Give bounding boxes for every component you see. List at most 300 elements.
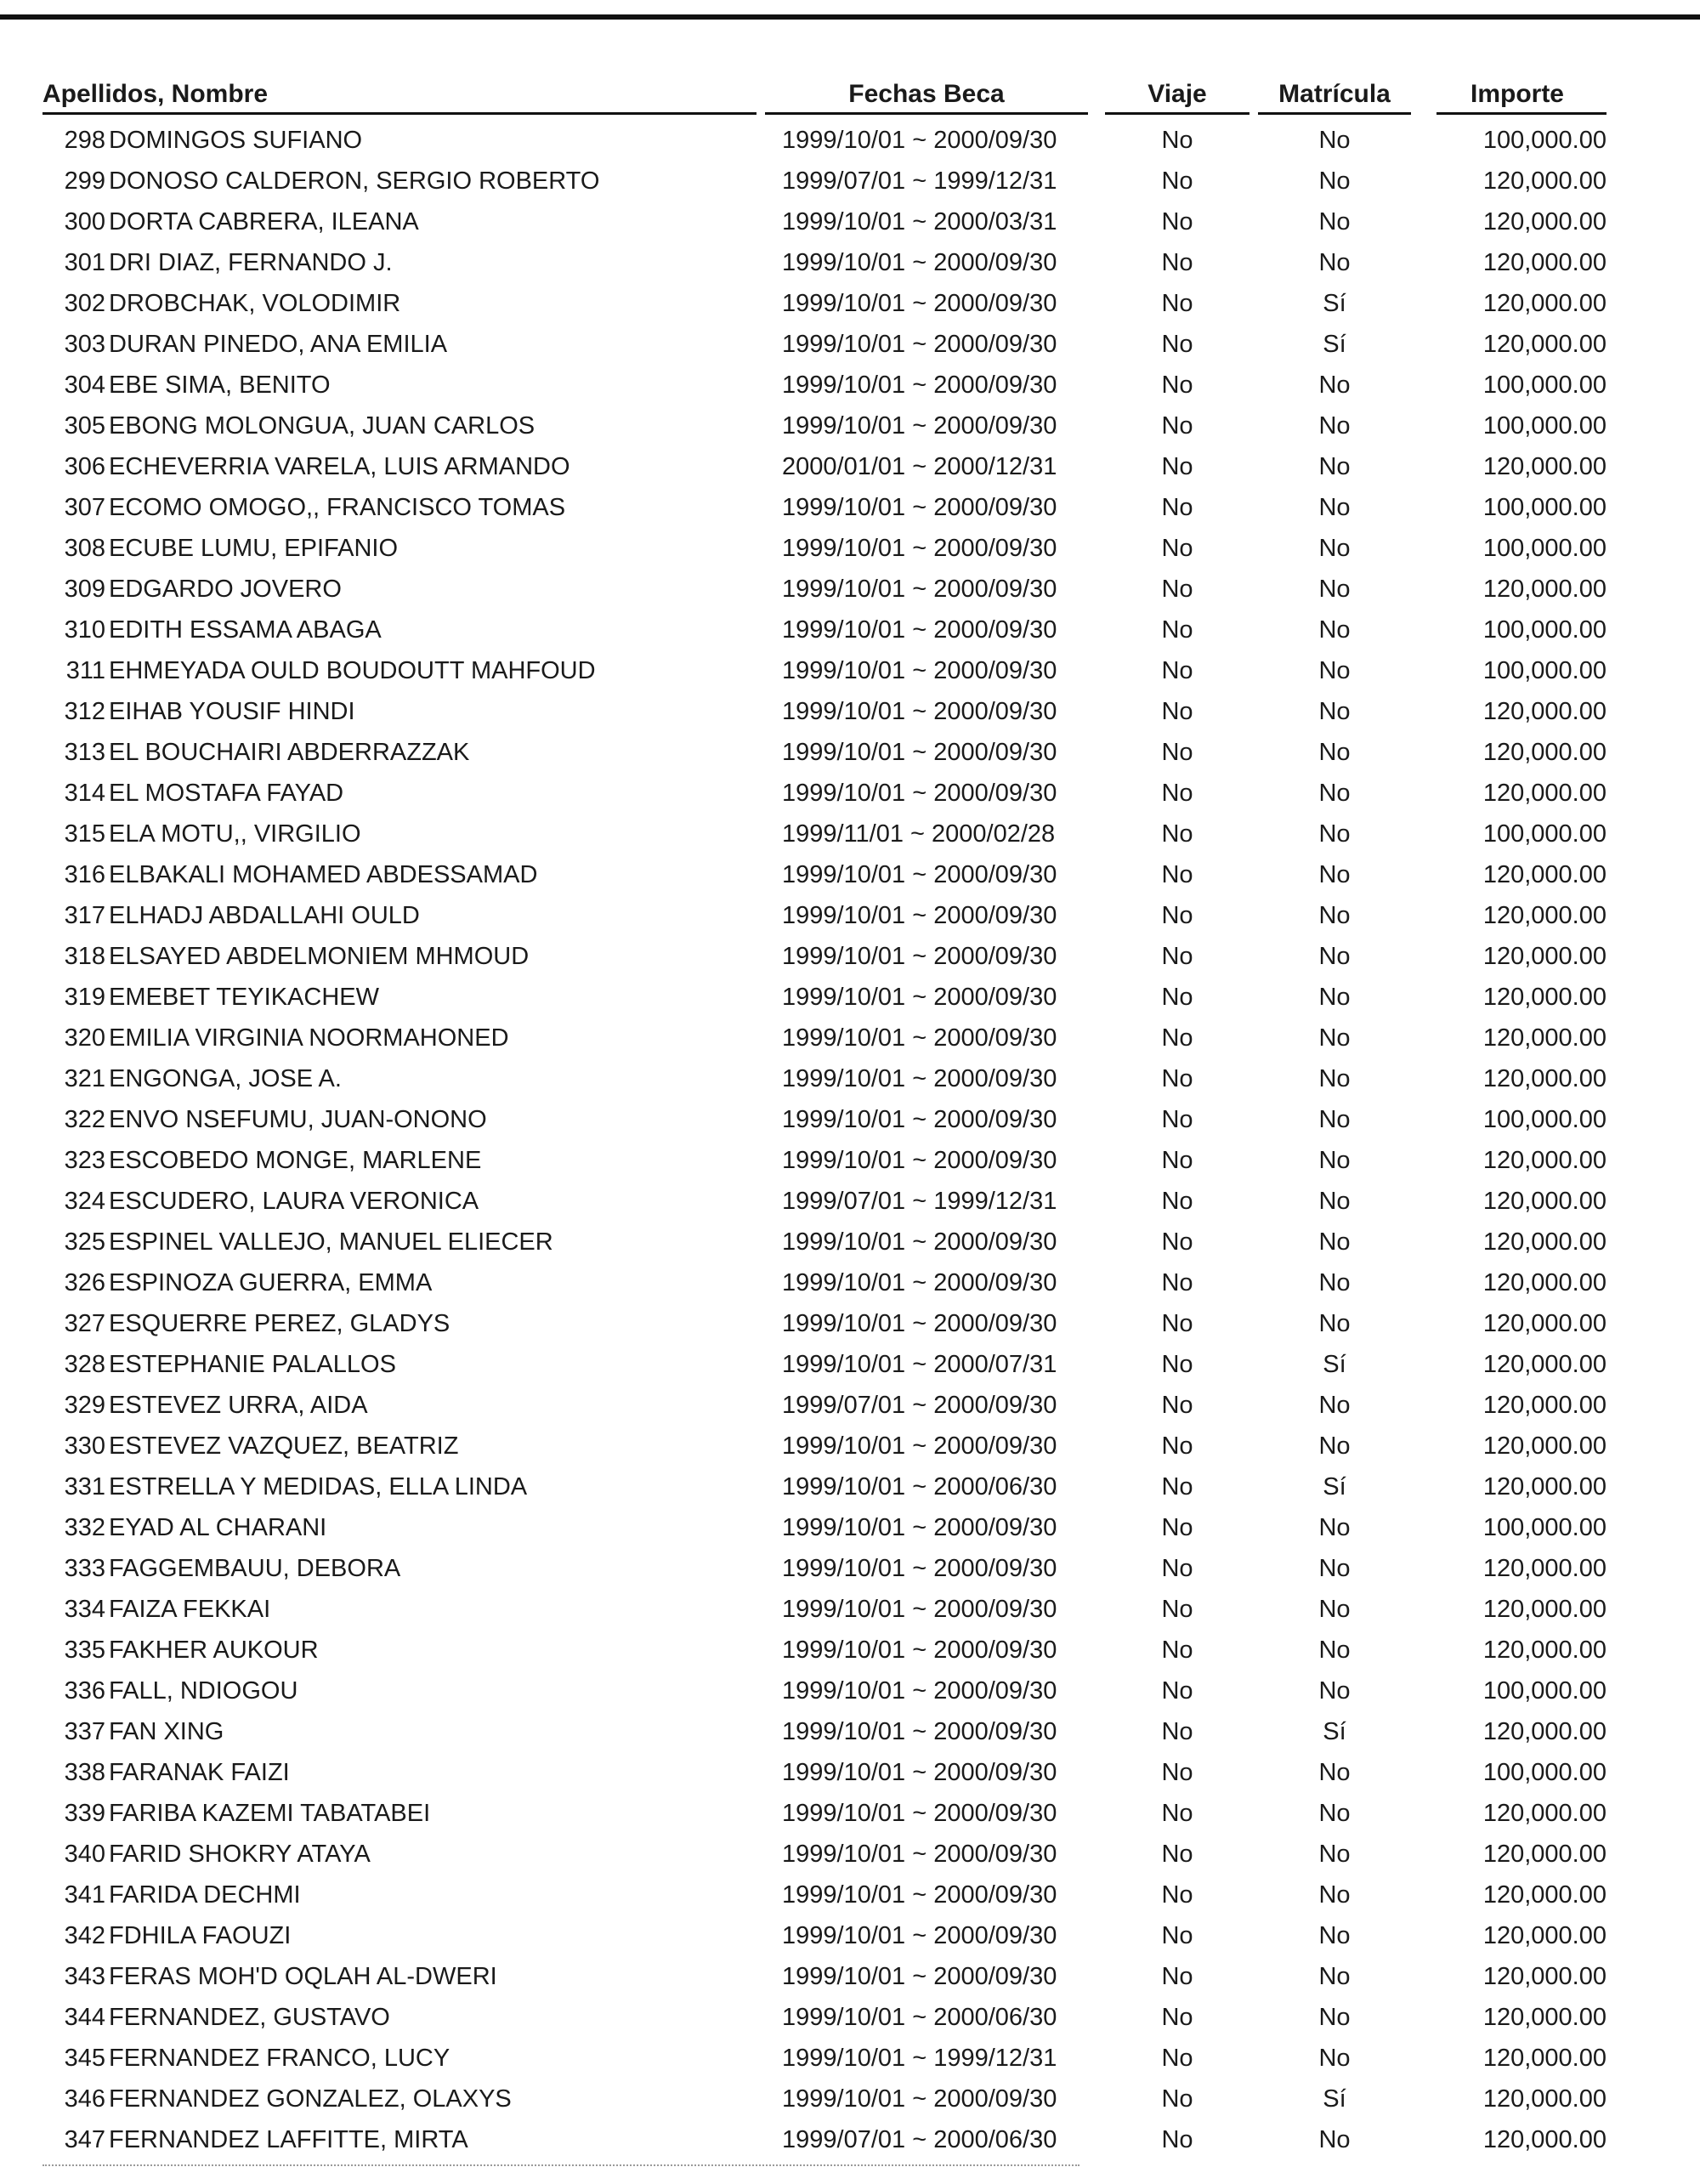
row-number: 309 <box>64 576 105 603</box>
table-row <box>0 250 1700 291</box>
row-importe: 120,000.00 <box>1482 1555 1606 1582</box>
table-row <box>0 1066 1700 1107</box>
table-row <box>0 658 1700 699</box>
row-importe: 120,000.00 <box>1482 2085 1606 2113</box>
row-name: FAN XING <box>109 1718 224 1745</box>
row-fechas: 1999/10/01 ~ 2000/09/30 <box>782 1596 1057 1623</box>
row-matricula: No <box>1318 535 1351 562</box>
row-fechas: 1999/07/01 ~ 2000/09/30 <box>782 1392 1057 1419</box>
row-importe: 120,000.00 <box>1482 1147 1606 1174</box>
row-matricula: No <box>1318 1922 1351 1949</box>
row-importe: 100,000.00 <box>1482 412 1606 440</box>
row-fechas: 1999/10/01 ~ 2000/09/30 <box>782 1637 1057 1664</box>
table-row <box>0 495 1700 536</box>
row-name: ESCOBEDO MONGE, MARLENE <box>109 1147 482 1174</box>
row-importe: 120,000.00 <box>1482 1432 1606 1460</box>
row-fechas: 1999/10/01 ~ 2000/09/30 <box>782 1800 1057 1827</box>
row-number: 326 <box>64 1269 105 1296</box>
row-matricula: No <box>1318 249 1351 276</box>
row-number: 302 <box>64 290 105 317</box>
row-name: FARIBA KAZEMI TABATABEI <box>109 1800 431 1827</box>
row-fechas: 1999/10/01 ~ 1999/12/31 <box>782 2045 1057 2072</box>
row-fechas: 1999/10/01 ~ 2000/09/30 <box>782 1514 1057 1541</box>
table-row <box>0 168 1700 209</box>
row-matricula: No <box>1318 1555 1351 1582</box>
row-importe: 100,000.00 <box>1482 127 1606 154</box>
table-row <box>0 1923 1700 1964</box>
row-name: DONOSO CALDERON, SERGIO ROBERTO <box>109 167 600 195</box>
row-number: 336 <box>64 1677 105 1705</box>
row-number: 301 <box>64 249 105 276</box>
row-name: ECUBE LUMU, EPIFANIO <box>109 535 399 562</box>
row-importe: 120,000.00 <box>1482 1596 1606 1623</box>
row-name: ESTEPHANIE PALALLOS <box>109 1351 396 1378</box>
row-fechas: 1999/10/01 ~ 2000/09/30 <box>782 331 1057 358</box>
row-name: FARANAK FAIZI <box>109 1759 290 1786</box>
table-row <box>0 780 1700 821</box>
row-name: EBE SIMA, BENITO <box>109 372 331 399</box>
row-number: 335 <box>64 1637 105 1664</box>
row-viaje: No <box>1161 739 1193 766</box>
row-name: EBONG MOLONGUA, JUAN CARLOS <box>109 412 536 440</box>
row-matricula: No <box>1318 1024 1351 1052</box>
row-matricula: No <box>1318 2004 1351 2031</box>
row-number: 337 <box>64 1718 105 1745</box>
row-matricula: No <box>1318 372 1351 399</box>
row-viaje: No <box>1161 1228 1193 1256</box>
row-number: 333 <box>64 1555 105 1582</box>
row-fechas: 1999/10/01 ~ 2000/09/30 <box>782 494 1057 521</box>
row-name: EL MOSTAFA FAYAD <box>109 780 344 807</box>
row-fechas: 1999/10/01 ~ 2000/09/30 <box>782 1841 1057 1868</box>
row-name: ELBAKALI MOHAMED ABDESSAMAD <box>109 861 538 888</box>
row-viaje: No <box>1161 331 1193 358</box>
header-importe: Importe <box>1470 80 1564 108</box>
row-viaje: No <box>1161 861 1193 888</box>
table-row <box>0 1188 1700 1229</box>
row-fechas: 1999/10/01 ~ 2000/09/30 <box>782 1677 1057 1705</box>
row-matricula: No <box>1318 1841 1351 1868</box>
row-importe: 120,000.00 <box>1482 2126 1606 2153</box>
row-fechas: 1999/10/01 ~ 2000/09/30 <box>782 535 1057 562</box>
row-name: ECOMO OMOGO,, FRANCISCO TOMAS <box>109 494 566 521</box>
row-name: DORTA CABRERA, ILEANA <box>109 208 419 235</box>
row-importe: 120,000.00 <box>1482 331 1606 358</box>
row-viaje: No <box>1161 535 1193 562</box>
row-number: 305 <box>64 412 105 440</box>
table-row <box>0 1107 1700 1148</box>
row-number: 311 <box>65 657 105 684</box>
row-viaje: No <box>1161 943 1193 970</box>
row-fechas: 1999/10/01 ~ 2000/09/30 <box>782 943 1057 970</box>
table-row <box>0 1964 1700 2005</box>
row-matricula: No <box>1318 1677 1351 1705</box>
row-matricula: No <box>1318 1269 1351 1296</box>
row-fechas: 1999/10/01 ~ 2000/09/30 <box>782 984 1057 1011</box>
row-importe: 100,000.00 <box>1482 1514 1606 1541</box>
row-name: EDGARDO JOVERO <box>109 576 342 603</box>
row-viaje: No <box>1161 167 1193 195</box>
row-importe: 120,000.00 <box>1482 2004 1606 2031</box>
row-name: ELHADJ ABDALLAHI OULD <box>109 902 420 929</box>
row-viaje: No <box>1161 412 1193 440</box>
row-importe: 120,000.00 <box>1482 1718 1606 1745</box>
row-matricula: No <box>1318 1228 1351 1256</box>
row-number: 346 <box>64 2085 105 2113</box>
row-name: ESTRELLA Y MEDIDAS, ELLA LINDA <box>109 1473 528 1500</box>
row-fechas: 1999/10/01 ~ 2000/09/30 <box>782 290 1057 317</box>
row-name: FERNANDEZ, GUSTAVO <box>109 2004 390 2031</box>
row-importe: 120,000.00 <box>1482 984 1606 1011</box>
row-importe: 120,000.00 <box>1482 290 1606 317</box>
header-rule-importe <box>1436 112 1606 115</box>
header-rule-fechas <box>765 112 1088 115</box>
row-fechas: 1999/07/01 ~ 1999/12/31 <box>782 167 1057 195</box>
row-name: FERAS MOH'D OQLAH AL-DWERI <box>109 1963 497 1990</box>
table-row <box>0 372 1700 413</box>
table-row <box>0 1148 1700 1188</box>
table-row <box>0 1025 1700 1066</box>
row-matricula: No <box>1318 2045 1351 2072</box>
row-matricula: No <box>1318 1759 1351 1786</box>
row-viaje: No <box>1161 2004 1193 2031</box>
row-matricula: No <box>1318 208 1351 235</box>
row-number: 329 <box>64 1392 105 1419</box>
row-number: 310 <box>64 616 105 644</box>
table-row <box>0 2127 1700 2168</box>
row-matricula: No <box>1318 453 1351 480</box>
row-viaje: No <box>1161 780 1193 807</box>
row-matricula: Sí <box>1323 1473 1346 1500</box>
row-number: 308 <box>64 535 105 562</box>
row-importe: 120,000.00 <box>1482 576 1606 603</box>
row-name: FARID SHOKRY ATAYA <box>109 1841 371 1868</box>
row-viaje: No <box>1161 453 1193 480</box>
row-matricula: No <box>1318 2126 1351 2153</box>
row-number: 303 <box>64 331 105 358</box>
row-number: 327 <box>64 1310 105 1337</box>
row-matricula: No <box>1318 616 1351 644</box>
row-importe: 120,000.00 <box>1482 943 1606 970</box>
table-row <box>0 536 1700 576</box>
table-row <box>0 1556 1700 1597</box>
row-viaje: No <box>1161 1392 1193 1419</box>
row-fechas: 1999/10/01 ~ 2000/09/30 <box>782 127 1057 154</box>
row-name: EDITH ESSAMA ABAGA <box>109 616 382 644</box>
row-viaje: No <box>1161 1269 1193 1296</box>
table-row <box>0 1678 1700 1719</box>
row-number: 314 <box>64 780 105 807</box>
row-name: ESPINOZA GUERRA, EMMA <box>109 1269 433 1296</box>
row-viaje: No <box>1161 2085 1193 2113</box>
table-row <box>0 903 1700 944</box>
row-viaje: No <box>1161 1596 1193 1623</box>
row-importe: 120,000.00 <box>1482 739 1606 766</box>
row-number: 345 <box>64 2045 105 2072</box>
row-importe: 120,000.00 <box>1482 1881 1606 1909</box>
row-importe: 100,000.00 <box>1482 1759 1606 1786</box>
row-fechas: 1999/10/01 ~ 2000/09/30 <box>782 1147 1057 1174</box>
row-name: ELA MOTU,, VIRGILIO <box>109 820 361 848</box>
row-matricula: No <box>1318 1596 1351 1623</box>
row-name: FERNANDEZ FRANCO, LUCY <box>109 2045 450 2072</box>
row-viaje: No <box>1161 1106 1193 1133</box>
row-fechas: 1999/10/01 ~ 2000/09/30 <box>782 1922 1057 1949</box>
row-matricula: No <box>1318 412 1351 440</box>
row-number: 300 <box>64 208 105 235</box>
row-name: FARIDA DECHMI <box>109 1881 301 1909</box>
row-viaje: No <box>1161 249 1193 276</box>
row-viaje: No <box>1161 2126 1193 2153</box>
row-number: 338 <box>64 1759 105 1786</box>
row-matricula: No <box>1318 1065 1351 1092</box>
table-row <box>0 1801 1700 1841</box>
row-matricula: Sí <box>1323 1718 1346 1745</box>
row-name: EIHAB YOUSIF HINDI <box>109 698 355 725</box>
row-fechas: 1999/10/01 ~ 2000/09/30 <box>782 1963 1057 1990</box>
row-viaje: No <box>1161 1065 1193 1092</box>
row-importe: 120,000.00 <box>1482 167 1606 195</box>
row-number: 313 <box>64 739 105 766</box>
row-fechas: 1999/10/01 ~ 2000/09/30 <box>782 372 1057 399</box>
row-matricula: No <box>1318 698 1351 725</box>
table-row <box>0 1433 1700 1474</box>
table-row <box>0 209 1700 250</box>
row-name: EMILIA VIRGINIA NOORMAHONED <box>109 1024 509 1052</box>
row-fechas: 1999/10/01 ~ 2000/09/30 <box>782 1310 1057 1337</box>
row-fechas: 1999/10/01 ~ 2000/09/30 <box>782 1228 1057 1256</box>
row-viaje: No <box>1161 1147 1193 1174</box>
row-importe: 120,000.00 <box>1482 1392 1606 1419</box>
row-importe: 120,000.00 <box>1482 861 1606 888</box>
row-importe: 120,000.00 <box>1482 1922 1606 1949</box>
row-name: FERNANDEZ LAFFITTE, MIRTA <box>109 2126 468 2153</box>
table-row <box>0 413 1700 454</box>
table-row <box>0 1515 1700 1556</box>
row-number: 328 <box>64 1351 105 1378</box>
row-fechas: 1999/10/01 ~ 2000/09/30 <box>782 698 1057 725</box>
row-number: 330 <box>64 1432 105 1460</box>
row-number: 306 <box>64 453 105 480</box>
row-fechas: 1999/11/01 ~ 2000/02/28 <box>782 820 1056 848</box>
row-number: 324 <box>64 1188 105 1215</box>
row-fechas: 1999/10/01 ~ 2000/09/30 <box>782 1269 1057 1296</box>
row-number: 322 <box>64 1106 105 1133</box>
row-viaje: No <box>1161 820 1193 848</box>
row-matricula: No <box>1318 494 1351 521</box>
header-rule-matricula <box>1258 112 1411 115</box>
row-name: DOMINGOS SUFIANO <box>109 127 363 154</box>
header-name: Apellidos, Nombre <box>42 80 269 108</box>
row-fechas: 1999/10/01 ~ 2000/09/30 <box>782 1024 1057 1052</box>
row-number: 325 <box>64 1228 105 1256</box>
row-importe: 120,000.00 <box>1482 1310 1606 1337</box>
row-viaje: No <box>1161 1432 1193 1460</box>
row-number: 344 <box>64 2004 105 2031</box>
table-row <box>0 1760 1700 1801</box>
row-fechas: 1999/10/01 ~ 2000/09/30 <box>782 780 1057 807</box>
table-row <box>0 2086 1700 2127</box>
row-matricula: No <box>1318 1637 1351 1664</box>
row-number: 321 <box>64 1065 105 1092</box>
row-matricula: No <box>1318 576 1351 603</box>
row-number: 342 <box>64 1922 105 1949</box>
row-importe: 120,000.00 <box>1482 1228 1606 1256</box>
row-fechas: 1999/10/01 ~ 2000/09/30 <box>782 861 1057 888</box>
row-number: 320 <box>64 1024 105 1052</box>
table-row <box>0 454 1700 495</box>
row-matricula: No <box>1318 1188 1351 1215</box>
row-number: 319 <box>64 984 105 1011</box>
row-viaje: No <box>1161 657 1193 684</box>
row-matricula: No <box>1318 1392 1351 1419</box>
row-matricula: No <box>1318 902 1351 929</box>
row-importe: 100,000.00 <box>1482 616 1606 644</box>
row-matricula: No <box>1318 167 1351 195</box>
row-viaje: No <box>1161 698 1193 725</box>
row-fechas: 2000/01/01 ~ 2000/12/31 <box>782 453 1057 480</box>
row-fechas: 1999/10/01 ~ 2000/09/30 <box>782 412 1057 440</box>
table-row <box>0 1597 1700 1637</box>
row-viaje: No <box>1161 1310 1193 1337</box>
row-number: 312 <box>64 698 105 725</box>
table-row <box>0 984 1700 1025</box>
table-row <box>0 862 1700 903</box>
row-importe: 100,000.00 <box>1482 657 1606 684</box>
row-fechas: 1999/10/01 ~ 2000/09/30 <box>782 1065 1057 1092</box>
row-viaje: No <box>1161 616 1193 644</box>
row-number: 341 <box>64 1881 105 1909</box>
row-number: 304 <box>64 372 105 399</box>
row-name: FERNANDEZ GONZALEZ, OLAXYS <box>109 2085 512 2113</box>
row-importe: 120,000.00 <box>1482 249 1606 276</box>
row-fechas: 1999/10/01 ~ 2000/09/30 <box>782 739 1057 766</box>
row-importe: 120,000.00 <box>1482 1351 1606 1378</box>
row-number: 343 <box>64 1963 105 1990</box>
row-viaje: No <box>1161 1514 1193 1541</box>
row-importe: 120,000.00 <box>1482 698 1606 725</box>
row-name: FAIZA FEKKAI <box>109 1596 271 1623</box>
header-fechas: Fechas Beca <box>848 80 1005 108</box>
row-matricula: No <box>1318 1963 1351 1990</box>
table-row <box>0 1311 1700 1352</box>
row-fechas: 1999/10/01 ~ 2000/09/30 <box>782 616 1057 644</box>
table-row <box>0 740 1700 780</box>
row-importe: 120,000.00 <box>1482 1841 1606 1868</box>
row-fechas: 1999/10/01 ~ 2000/09/30 <box>782 902 1057 929</box>
table-row <box>0 1841 1700 1882</box>
row-number: 332 <box>64 1514 105 1541</box>
row-name: FAKHER AUKOUR <box>109 1637 319 1664</box>
table-row <box>0 821 1700 862</box>
row-viaje: No <box>1161 902 1193 929</box>
row-importe: 120,000.00 <box>1482 1800 1606 1827</box>
row-importe: 100,000.00 <box>1482 494 1606 521</box>
row-number: 317 <box>64 902 105 929</box>
row-matricula: Sí <box>1323 331 1346 358</box>
table-row <box>0 1229 1700 1270</box>
row-name: ESPINEL VALLEJO, MANUEL ELIECER <box>109 1228 553 1256</box>
row-name: ECHEVERRIA VARELA, LUIS ARMANDO <box>109 453 570 480</box>
row-importe: 120,000.00 <box>1482 2045 1606 2072</box>
row-matricula: Sí <box>1323 2085 1346 2113</box>
row-fechas: 1999/10/01 ~ 2000/09/30 <box>782 1555 1057 1582</box>
row-fechas: 1999/10/01 ~ 2000/09/30 <box>782 249 1057 276</box>
row-viaje: No <box>1161 576 1193 603</box>
row-number: 334 <box>64 1596 105 1623</box>
row-name: FDHILA FAOUZI <box>109 1922 292 1949</box>
table-row <box>0 2005 1700 2045</box>
row-matricula: No <box>1318 1800 1351 1827</box>
table-row <box>0 1393 1700 1433</box>
row-number: 318 <box>64 943 105 970</box>
row-importe: 120,000.00 <box>1482 1473 1606 1500</box>
row-viaje: No <box>1161 1963 1193 1990</box>
row-importe: 100,000.00 <box>1482 1106 1606 1133</box>
row-matricula: No <box>1318 1514 1351 1541</box>
row-fechas: 1999/10/01 ~ 2000/09/30 <box>782 576 1057 603</box>
row-number: 347 <box>64 2126 105 2153</box>
row-name: ESTEVEZ VAZQUEZ, BEATRIZ <box>109 1432 459 1460</box>
row-fechas: 1999/07/01 ~ 2000/06/30 <box>782 2126 1057 2153</box>
row-name: EMEBET TEYIKACHEW <box>109 984 379 1011</box>
table-row <box>0 2045 1700 2086</box>
row-matricula: No <box>1318 1432 1351 1460</box>
row-matricula: No <box>1318 127 1351 154</box>
row-importe: 120,000.00 <box>1482 1065 1606 1092</box>
row-viaje: No <box>1161 208 1193 235</box>
row-fechas: 1999/10/01 ~ 2000/09/30 <box>782 657 1057 684</box>
table-row <box>0 1352 1700 1393</box>
row-number: 331 <box>64 1473 105 1500</box>
row-name: EL BOUCHAIRI ABDERRAZZAK <box>109 739 470 766</box>
row-importe: 120,000.00 <box>1482 1637 1606 1664</box>
row-viaje: No <box>1161 1718 1193 1745</box>
table-row <box>0 128 1700 168</box>
row-name: EHMEYADA OULD BOUDOUTT MAHFOUD <box>109 657 596 684</box>
table-row <box>0 576 1700 617</box>
row-name: ESQUERRE PEREZ, GLADYS <box>109 1310 450 1337</box>
row-viaje: No <box>1161 984 1193 1011</box>
row-importe: 100,000.00 <box>1482 1677 1606 1705</box>
row-viaje: No <box>1161 1677 1193 1705</box>
row-viaje: No <box>1161 1841 1193 1868</box>
row-importe: 120,000.00 <box>1482 1963 1606 1990</box>
row-importe: 120,000.00 <box>1482 902 1606 929</box>
row-fechas: 1999/10/01 ~ 2000/09/30 <box>782 2085 1057 2113</box>
row-number: 298 <box>64 127 105 154</box>
row-importe: 120,000.00 <box>1482 1269 1606 1296</box>
table-row <box>0 1474 1700 1515</box>
row-importe: 120,000.00 <box>1482 780 1606 807</box>
bottom-dotted-line <box>42 2164 1080 2166</box>
table-row <box>0 699 1700 740</box>
table-row <box>0 1637 1700 1678</box>
row-viaje: No <box>1161 1922 1193 1949</box>
row-importe: 100,000.00 <box>1482 820 1606 848</box>
row-fechas: 1999/10/01 ~ 2000/09/30 <box>782 1432 1057 1460</box>
row-viaje: No <box>1161 1637 1193 1664</box>
row-matricula: No <box>1318 820 1351 848</box>
row-name: ENGONGA, JOSE A. <box>109 1065 342 1092</box>
header-rule-viaje <box>1105 112 1250 115</box>
row-fechas: 1999/10/01 ~ 2000/07/31 <box>782 1351 1057 1378</box>
row-viaje: No <box>1161 1024 1193 1052</box>
row-matricula: No <box>1318 657 1351 684</box>
row-viaje: No <box>1161 1473 1193 1500</box>
row-name: EYAD AL CHARANI <box>109 1514 327 1541</box>
row-viaje: No <box>1161 1555 1193 1582</box>
